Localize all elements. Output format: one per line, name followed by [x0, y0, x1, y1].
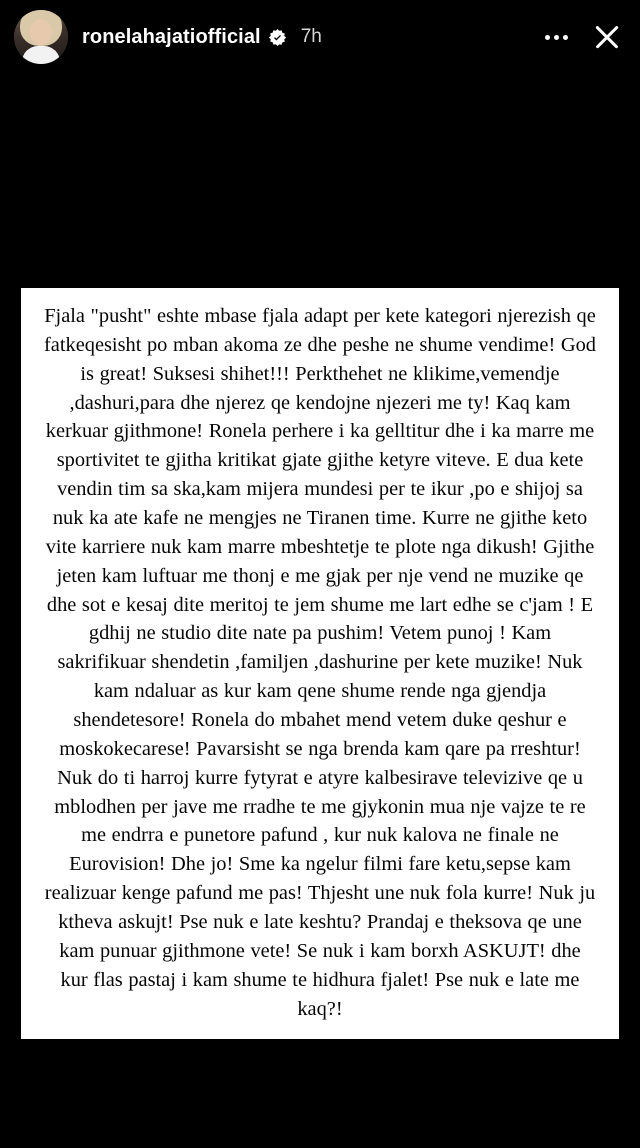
story-text-card [21, 288, 619, 1039]
username[interactable]: ronelahajatiofficial [82, 25, 261, 48]
story-body-text: Fjala "pusht" eshte mbase fjala adapt per kete kategori njerezish qe fatkeqesisht po mban akoma ze dhe peshe ne shume vendime! God is great! Suksesi shihet!!! Perkthehet ne klikime,vemendje ,dashuri,para dhe njerez qe kendojne njezeri me ty! Kaq kam kerkuar gjithmone! Ronela perhere i ka gelltitur dhe i ka marre me sportivitet te gjitha kritikat gjate gjithe ketyre viteve. E dua kete vendin tim sa ska,kam mijera mundesi per te ikur ,po e shijoj sa nuk ka ate kafe ne mengjes ne Tiranen time. Kurre ne gjithe keto vite karriere nuk kam marre mbeshtetje te plote nga dikush! Gjithe jeten kam luftuar me thonj e me gjak per nje vend ne muzike qe dhe sot e kesaj dite meritoj te jem shume me lart edhe se c'jam ! E gdhij ne studio dite nate pa pushim! Vetem punoj ! Kam sakrifikuar shendetin ,familjen ,dashurine per kete muzike! Nuk kam ndaluar as kur kam qene shume rende nga gjendja shendetesore! Ronela do mbahet mend vetem duke qeshur e moskokecarese! Pavarsisht se nga brenda kam qare pa rreshtur! Nuk do ti harroj kurre fytyrat e atyre kalbesirave televizive qe u mblodhen per jave me rradhe te me gjykonin mua nje vajze te re me endrra e punetore pafund , kur nuk kalova ne finale ne Eurovision! Dhe jo! Sme ka ngelur filmi fare ketu,sepse kam realizuar kenge pafund me pas! Thjesht une nuk fola kurre! Nuk ju ktheva askujt! Pse nuk e late keshtu? Prandaj e theksova qe une kam punuar gjithmone vete! Se nuk i kam borxh ASKUJT! dhe kur flas pastaj i kam shume te hidhura fjalet! Pse nuk e late me kaq?! [44, 305, 596, 1020]
close-icon[interactable] [592, 22, 622, 52]
verified-badge-icon [268, 28, 287, 47]
timestamp: 7h [300, 26, 322, 47]
more-options-icon[interactable] [545, 35, 568, 40]
story-header [0, 0, 640, 74]
avatar[interactable] [14, 10, 68, 64]
avatar-face [30, 19, 52, 45]
